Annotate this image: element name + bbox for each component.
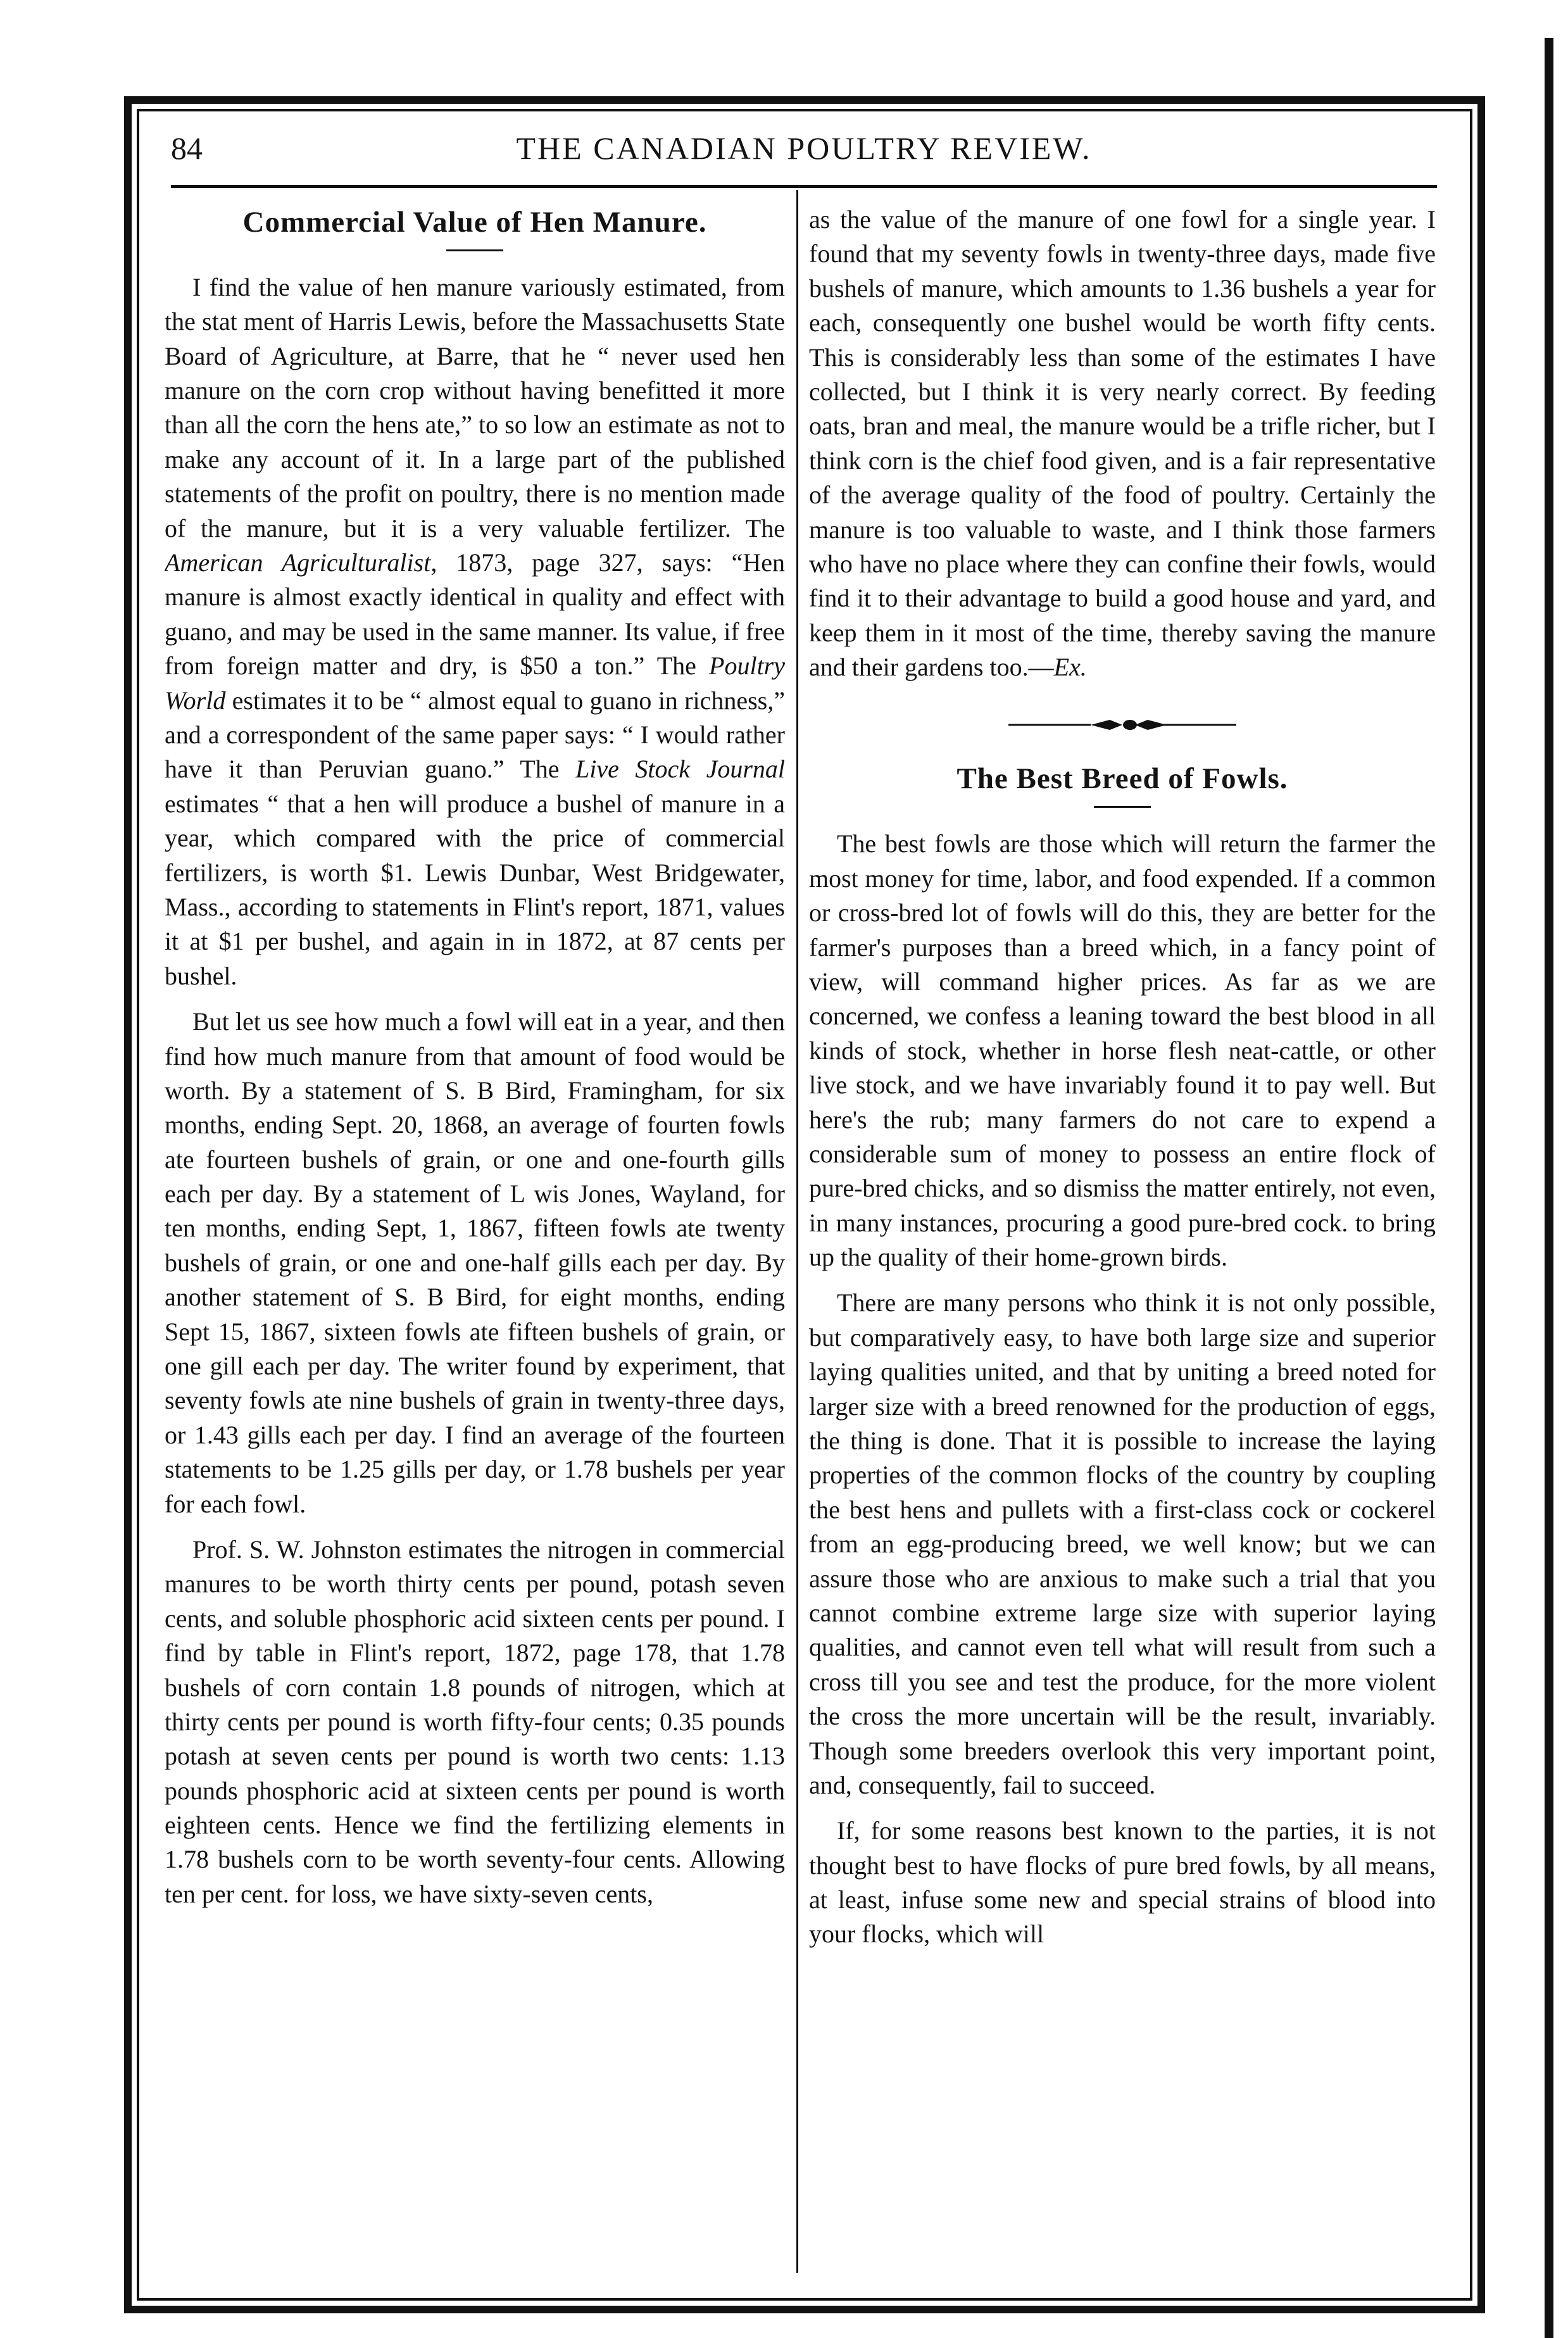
article-paragraph: Prof. S. W. Johnston estimates the nitrogen in commercial manures to be worth thirty cents per pound, potash seven cents, and soluble phosphoric acid sixteen cents per pound. I find by table in Flint's report, 1872, page 178, that 1.78 bushels of corn contain 1.8 pounds of nitrogen, which at thirty cents per pound is worth fifty-four cents; 0.35 pounds potash at seven cents per pound is worth two cents: 1.13 pounds phosphoric acid at sixteen cents per pound is worth eighteen cents. Hence we find the fertilizing elements in 1.78 bushels corn to be worth seventy-four cents. Allowing ten per cent. for loss, we have sixty-seven cents, [165,1535,785,1908]
article-paragraph: The best fowls are those which will return the farmer the most money for time, labor, and food expended. If a common or cross-bred lot of fowls will do this, they are better for the farmer's purposes than a breed which, in a fancy point of view, will command higher prices. As far as we are concerned, we confess a leaning toward the best blood in all kinds of stock, whether in horse flesh neat-cattle, or other live stock, and we have invariably found it to pay well. But here's the rub; many farmers do not care to expend a considerable sum of money to possess an entire flock of pure-bred chicks, and so dismiss the matter entirely, not even, in many instances, procuring a good pure-bred cock. to bring up the quality of their home-grown birds. [809,829,1436,1272]
publication-name: American Agriculturalist [165,548,431,577]
publication-name: Poultry World [165,651,785,715]
running-head: THE CANADIAN POULTRY REVIEW. [516,130,1092,166]
article-paragraph: But let us see how much a fowl will eat in a year, and then find how much manure from that amount of food would be worth. By a statement of S. B Bird, Framingham, for six months, ending Sept. 20, 1868, an average of fourten fowls ate fourteen bushels of grain, or one and one-fourth gills each per day. By a statement of L wis Jones, Wayland, for ten months, ending Sept, 1, 1867, fifteen fowls ate twenty bushels of grain, or one and one-half gills each per day. By another statement of S. B Bird, for eight months, ending Sept 15, 1867, sixteen fowls ate fifteen bushels of grain, or one gill each per day. The writer found by experiment, that seventy fowls ate nine bushels of grain in twenty-three days, or 1.43 gills each per day. I find an average of the fourteen statements to be 1.25 gills per day, or 1.78 bushels per year for each fowl. [165,1007,785,1518]
article-title: Commercial Value of Hen Manure. [242,206,707,239]
left-column [165,203,785,2273]
article-title: The Best Breed of Fowls. [956,762,1288,796]
page-number: 84 [171,130,203,166]
header-rule [171,185,1437,188]
title-rule [1094,806,1151,808]
scan-edge-bar [1545,38,1553,2338]
article-paragraph: If, for some reasons best known to the parties, it is not thought best to have flocks of pure bred fowls, by all means, at least, infuse some new and special strains of blood into your flocks, which will [809,1816,1436,1949]
column-divider [796,190,798,2273]
right-column [809,203,1436,2273]
section-ornament [1008,717,1236,732]
source-signature: Ex. [1053,653,1087,682]
title-rule [446,249,503,251]
article-paragraph: I find the value of hen manure variously estimated, from the stat ment of Harris Lewis, before the Massachusetts State Board of Agriculture, at Barre, that he “ never used hen manure on the corn crop without having benefitted it more than all the corn the hens ate,” to so low an estimate as not to make any account of it. In a large part of the published statements of the profit on poultry, there is no mention made of the manure, but it is a very valuable fertilizer. The American Agriculturalist, 1873, page 327, says: “Hen manure is almost exactly identical in quality and effect with guano, and may be used in the same manner. Its value, if free from foreign matter and dry, is $50 a ton.” The Poultry World estimates it to be “ almost equal to guano in richness,” and a correspondent of the same paper says: “ I would rather have it than Peruvian guano.” The Live Stock Journal estimates “ that a hen will produce a bushel of manure in a year, which compared with the price of commercial fertilizers, is worth $1. Lewis Dunbar, West Bridgewater, Mass., according to statements in Flint's report, 1871, values it at $1 per bushel, and again in in 1872, at 87 cents per bushel. [165,272,785,990]
publication-name: Live Stock Journal [575,755,785,784]
page-header [152,130,1456,174]
article-paragraph: There are many persons who think it is not only possible, but comparatively easy, to have both large size and superior laying qualities united, and that by uniting a breed noted for larger size with a breed renowned for the production of eggs, the thing is done. That it is possible to increase the laying properties of the common flocks of the country by coupling the best hens and pullets with a first-class cock or cockerel from an egg-producing breed, we well know; but we can assure those who are anxious to make such a trial that you cannot combine extreme large size with superior laying qualities, and cannot even tell what will result from such a cross till you see and test the produce, for the more violent the cross the more uncertain will be the result, invariably. Though some breeders overlook this very important point, and, consequently, fail to succeed. [809,1288,1436,1799]
article-paragraph-continued: as the value of the manure of one fowl for a single year. I found that my seventy fowls in twenty-three days, made five bushels of manure, which amounts to 1.36 bushels a year for each, consequently one bushel would be worth fifty cents. This is considerably less than some of the estimates I have collected, but I think it is very nearly correct. By feeding oats, bran and meal, the manure would be a trifle richer, but I think corn is the chief food given, and is a fair representative of the average quality of the food of poultry. Certainly the manure is too valuable to waste, and I think those farmers who have no place where they can confine their fowls, would find it to their advantage to build a good house and yard, and keep them in it most of the time, thereby saving the manure and their gardens too.—Ex. [809,205,1436,682]
